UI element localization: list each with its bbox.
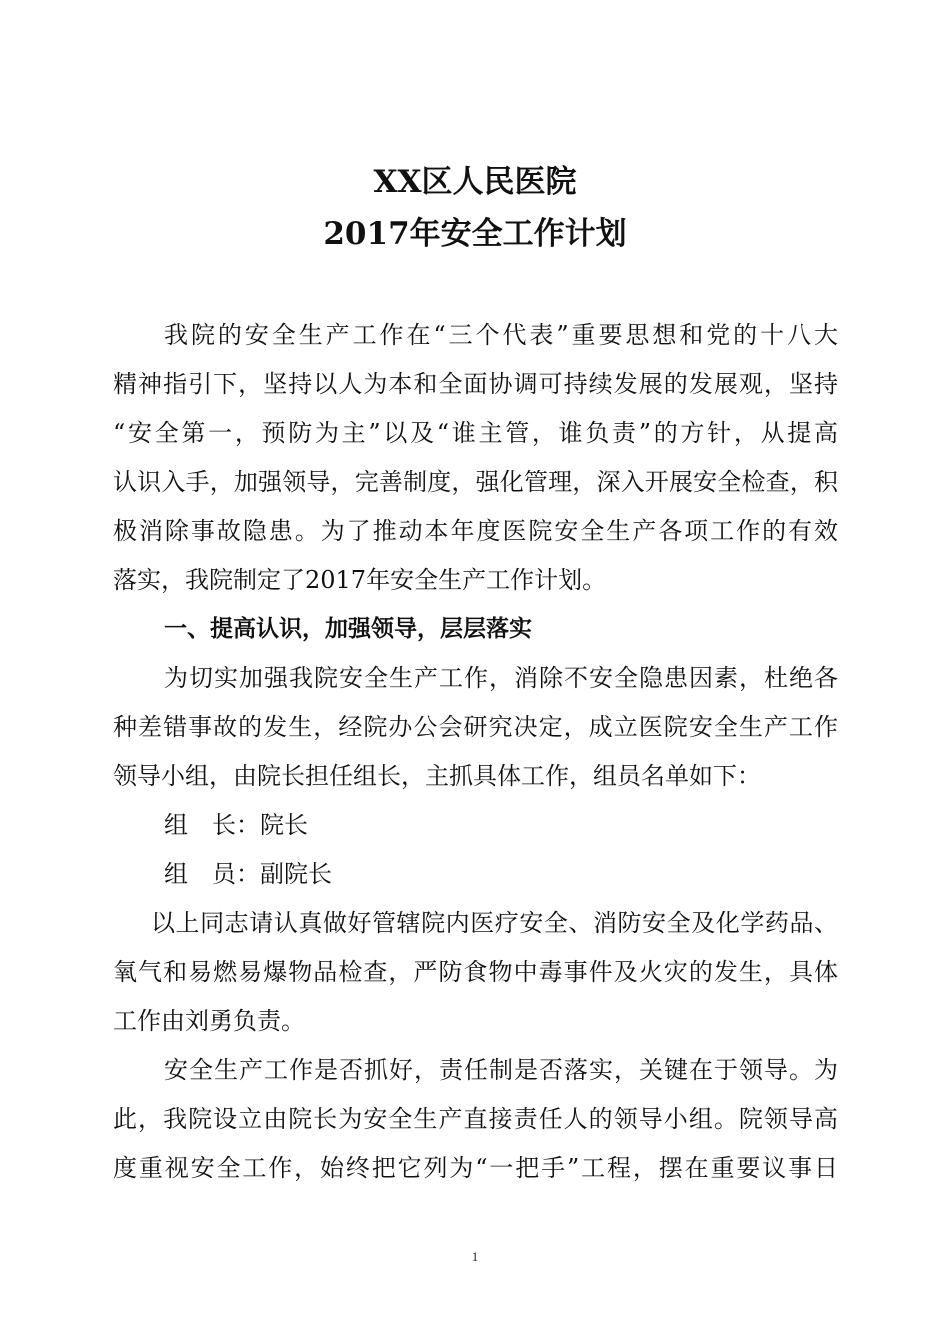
paragraph-line: 我院的安全生产工作在“三个代表”重要思想和党的十八大 [164,321,838,349]
paragraph-line: 工作由刘勇负责。 [113,1007,305,1035]
section-heading: 一、提高认识，加强领导，层层落实 [164,616,532,642]
paragraph-line: 此，我院设立由院长为安全生产直接责任人的领导小组。院领导高 [113,1105,838,1133]
paragraph-line: 种差错事故的发生，经院办公会研究决定，成立医院安全生产工作 [113,713,838,741]
paragraph-line: 极消除事故隐患。为了推动本年度医院安全生产各项工作的有效 [113,517,838,545]
member-line-members: 组 员：副院长 [164,860,332,888]
document-body [113,311,838,1193]
paragraph-line: 落实，我院制定了2017年安全生产工作计划。 [113,566,607,594]
paragraph-line: 认识入手，加强领导，完善制度，强化管理，深入开展安全检查，积 [113,468,838,496]
paragraph-line: 度重视安全工作，始终把它列为“一把手”工程，摆在重要议事日 [113,1154,838,1182]
page-number: 1 [471,1249,479,1264]
paragraph-line: 以上同志请认真做好管辖院内医疗安全、消防安全及化学药品、 [151,909,838,937]
paragraph-line: 安全生产工作是否抓好，责任制是否落实，关键在于领导。为 [164,1056,838,1084]
member-line-leader: 组 长：院长 [164,811,308,839]
paragraph-line: 氧气和易燃易爆物品检查，严防食物中毒事件及火灾的发生，具体 [113,958,838,986]
document-title-line2: 2017年安全工作计划 [323,216,627,252]
paragraph-line: 为切实加强我院安全生产工作，消除不安全隐患因素，杜绝各 [164,664,838,692]
paragraph-line: 领导小组，由院长担任组长，主抓具体工作，组员名单如下： [113,762,761,790]
document-title-line1: XX区人民医院 [373,164,577,200]
paragraph-line: “安全第一，预防为主”以及“谁主管，谁负责”的方针，从提高 [113,419,838,447]
paragraph-line: 精神指引下，坚持以人为本和全面协调可持续发展的发展观，坚持 [113,370,838,398]
